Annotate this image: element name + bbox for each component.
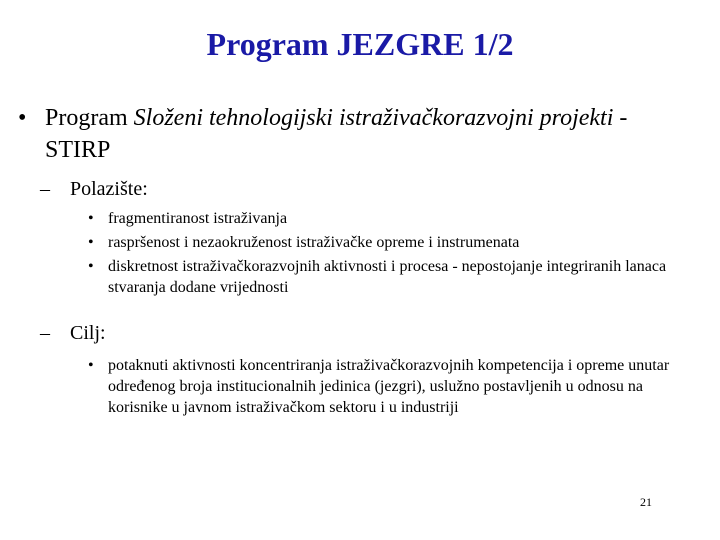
- main-bullet-suffix: - STIRP: [45, 105, 628, 163]
- main-bullet-text: [45, 102, 678, 166]
- polaziste-label: Polazište:: [70, 178, 148, 200]
- list-item-text: diskretnost istraživačkorazvojnih aktivnosti i procesa - nepostojanje integriranih lanaca stvaranja dodane vrijednosti: [108, 258, 667, 296]
- bullet-marker: •: [88, 210, 94, 227]
- list-item: [88, 256, 700, 298]
- list-item: [88, 232, 700, 253]
- dash-marker: –: [40, 322, 50, 344]
- cilj-label: Cilj:: [70, 322, 106, 344]
- list-item-text: potaknuti aktivnosti koncentriranja istraživačkorazvojnih kompetencija i opreme unutar određenog broja institucionalnih jedinica (jezgri), uslužno postavljenih u odnosu na korisnike u javnom istraživačkom sektoru i u industriji: [108, 357, 670, 416]
- bullet-marker: •: [18, 105, 27, 131]
- polaziste-list: [88, 208, 700, 301]
- list-item: [88, 355, 700, 418]
- program-name: Složeni tehnologijski istraživačkorazvojni projekti: [133, 105, 614, 131]
- bullet-marker: •: [88, 234, 94, 251]
- cilj-heading: [40, 320, 680, 346]
- list-item-text: fragmentiranost istraživanja: [108, 210, 288, 227]
- main-bullet: [18, 102, 678, 166]
- main-bullet-prefix: Program: [45, 105, 134, 131]
- dash-marker: –: [40, 178, 50, 200]
- bullet-marker: •: [88, 258, 94, 275]
- slide-title: Program JEZGRE 1/2: [206, 26, 514, 62]
- bullet-marker: •: [88, 357, 94, 374]
- list-item: [88, 208, 700, 229]
- page-number: 21: [640, 495, 652, 509]
- list-item-text: raspršenost i nezaokruženost istraživačke opreme i instrumenata: [108, 234, 520, 251]
- cilj-list: [88, 355, 700, 421]
- polaziste-heading: [40, 176, 680, 202]
